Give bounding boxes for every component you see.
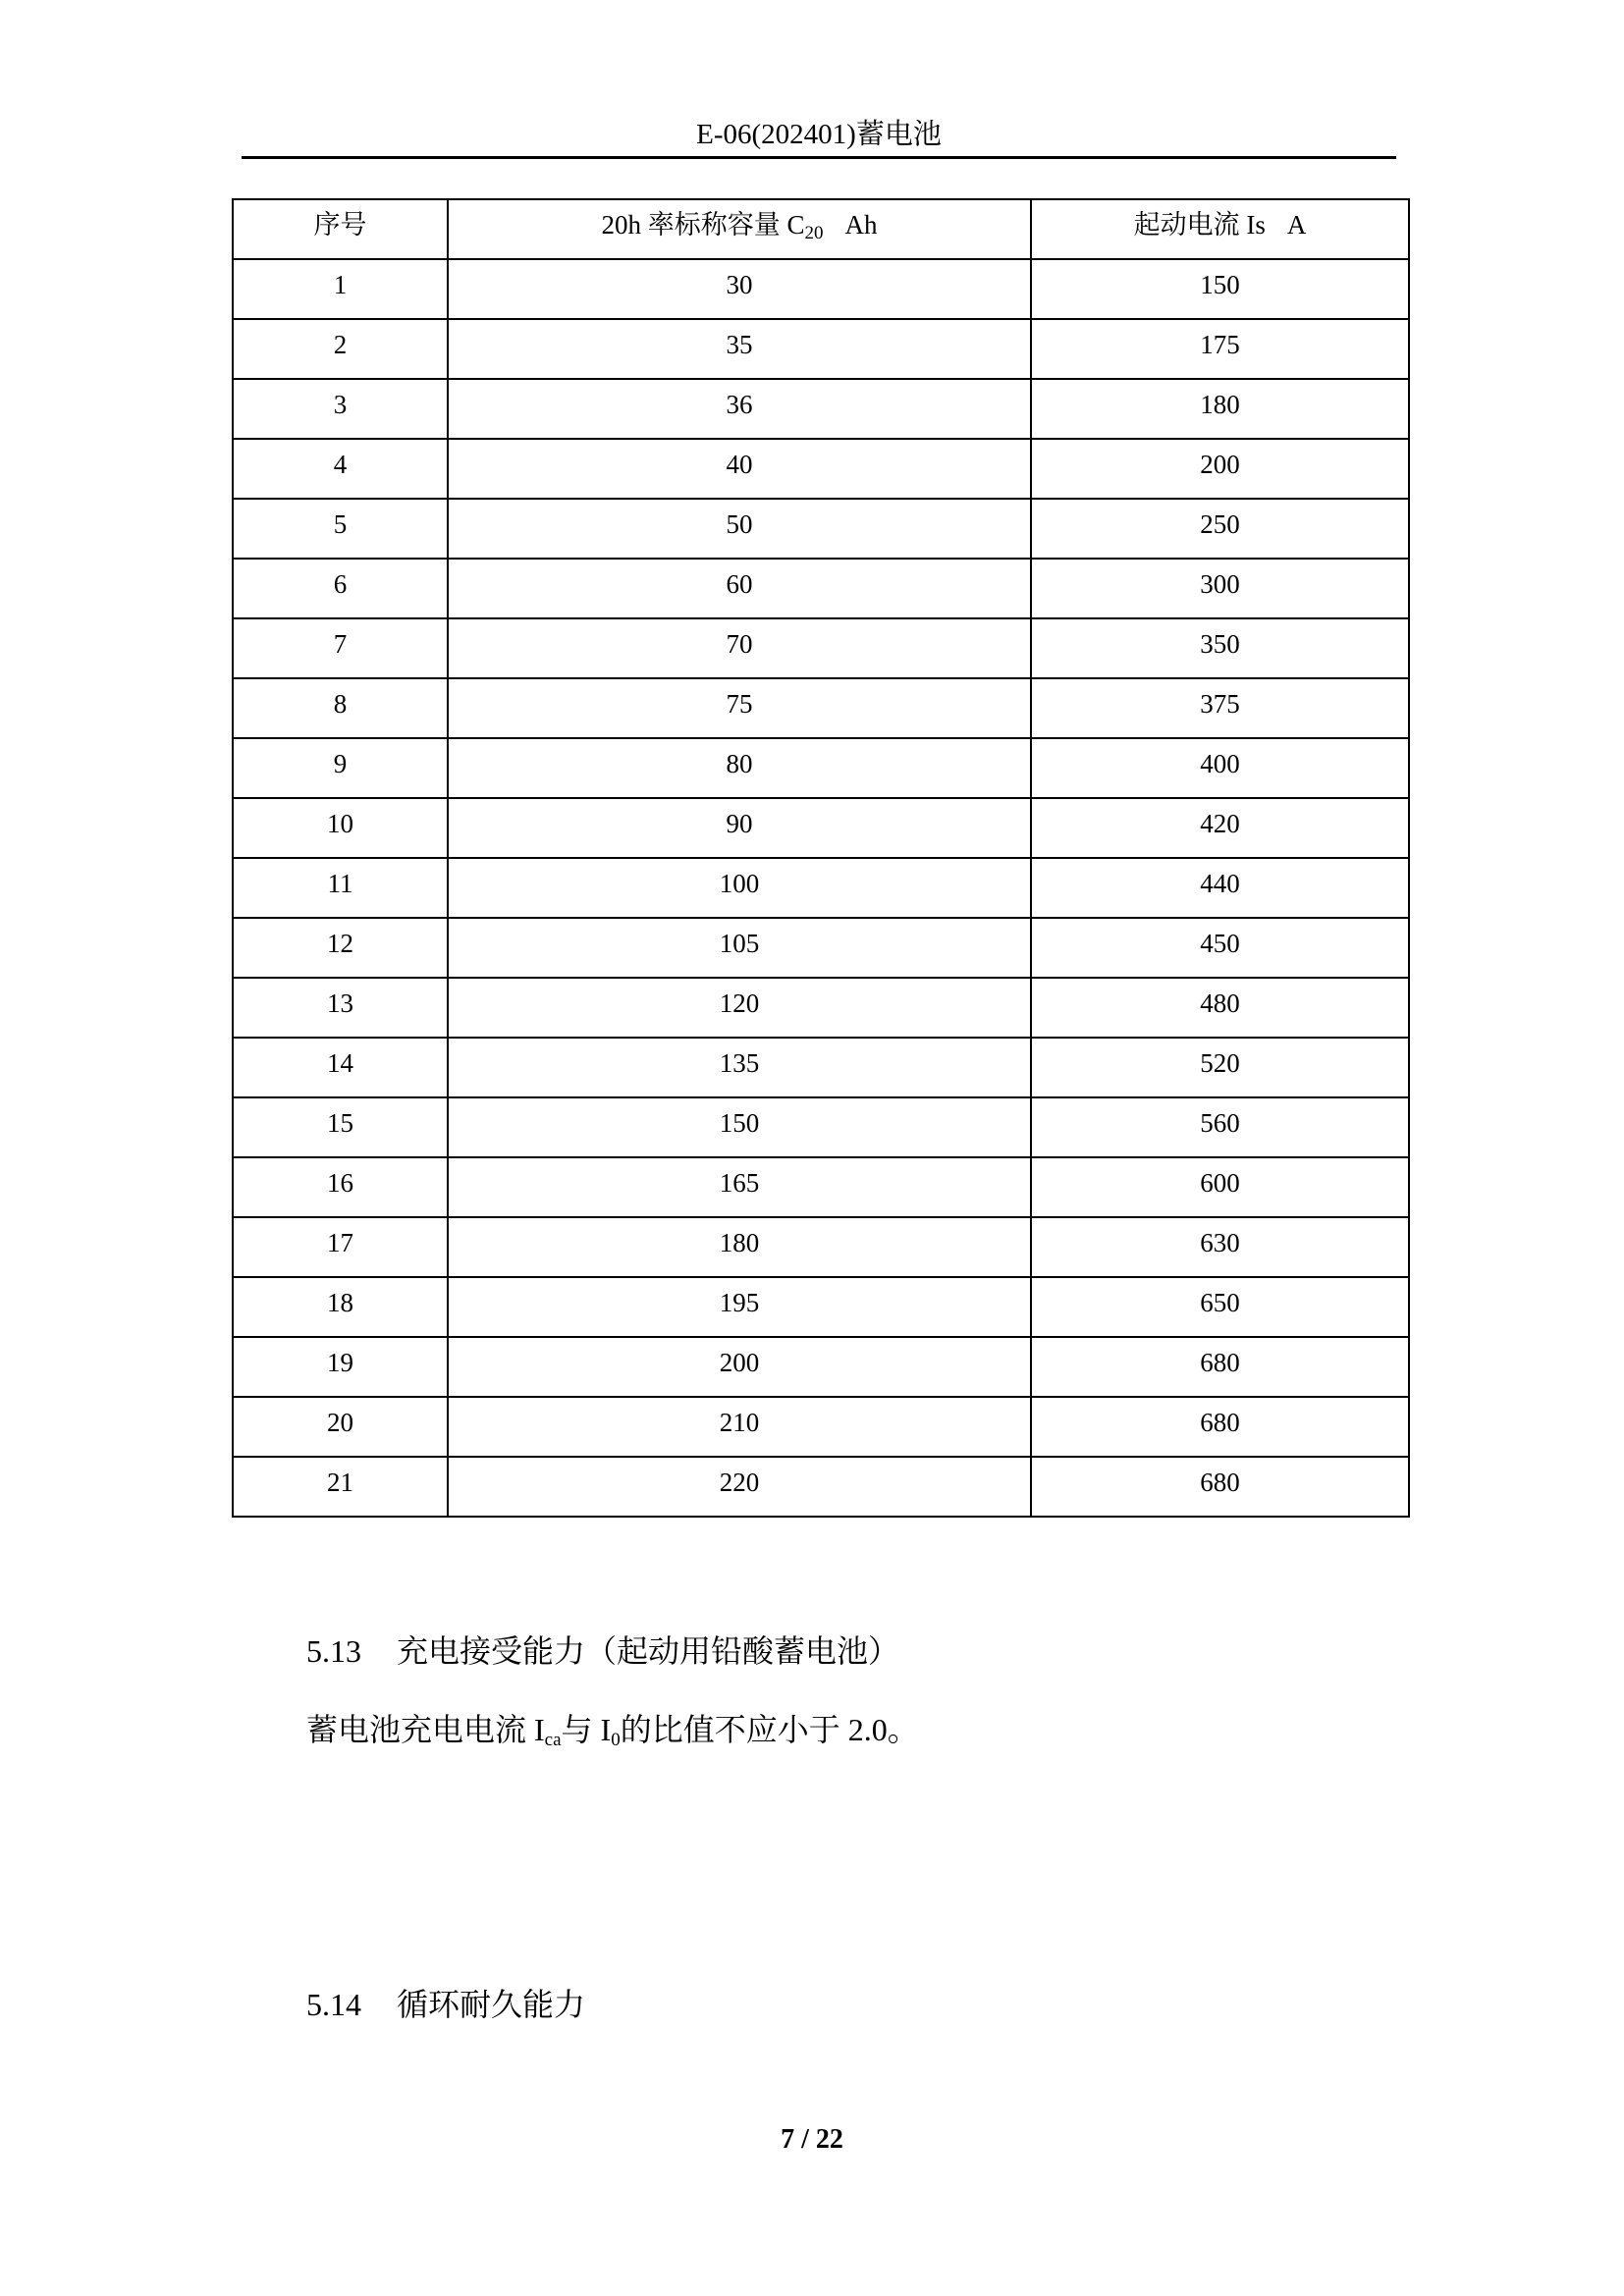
table-row: [233, 858, 1409, 918]
cell-start-current: 250: [1031, 499, 1409, 559]
table-row: [233, 319, 1409, 379]
cell-index: 18: [233, 1277, 448, 1337]
cell-start-current: 440: [1031, 858, 1409, 918]
cell-index: 21: [233, 1457, 448, 1517]
cell-start-current: 680: [1031, 1457, 1409, 1517]
cell-start-current: 150: [1031, 259, 1409, 319]
cell-capacity: 30: [448, 259, 1031, 319]
table-row: [233, 439, 1409, 499]
header-index: 序号: [233, 199, 448, 259]
section-5-14-number: 5.14: [306, 1987, 361, 2022]
cell-capacity: 195: [448, 1277, 1031, 1337]
section-5-13-body: [306, 1710, 919, 1749]
table-row: [233, 798, 1409, 858]
body-text-part2: 与 I: [561, 1712, 612, 1747]
cell-index: 12: [233, 918, 448, 978]
table-row: [233, 499, 1409, 559]
header-start-current-unit: A: [1286, 210, 1307, 240]
cell-index: 16: [233, 1157, 448, 1217]
table-row: [233, 678, 1409, 738]
page-number: 7 / 22: [781, 2124, 843, 2155]
table-body: [233, 259, 1409, 1517]
table-row: [233, 1457, 1409, 1517]
cell-start-current: 680: [1031, 1397, 1409, 1457]
cell-capacity: 120: [448, 978, 1031, 1038]
cell-index: 11: [233, 858, 448, 918]
table-header-row: [233, 199, 1409, 259]
cell-index: 15: [233, 1097, 448, 1157]
header-start-current: [1031, 199, 1409, 259]
cell-capacity: 180: [448, 1217, 1031, 1277]
table-row: [233, 1337, 1409, 1397]
cell-capacity: 80: [448, 738, 1031, 798]
body-subscript-ca: ca: [544, 1730, 562, 1750]
cell-start-current: 520: [1031, 1038, 1409, 1097]
header-capacity-subscript: 20: [804, 223, 824, 243]
cell-start-current: 400: [1031, 738, 1409, 798]
cell-start-current: 420: [1031, 798, 1409, 858]
cell-capacity: 40: [448, 439, 1031, 499]
cell-capacity: 150: [448, 1097, 1031, 1157]
cell-capacity: 100: [448, 858, 1031, 918]
section-5-14-title: 循环耐久能力: [397, 1987, 586, 2022]
cell-index: 9: [233, 738, 448, 798]
table-row: [233, 1397, 1409, 1457]
cell-index: 19: [233, 1337, 448, 1397]
cell-index: 8: [233, 678, 448, 738]
cell-index: 20: [233, 1397, 448, 1457]
cell-start-current: 600: [1031, 1157, 1409, 1217]
cell-start-current: 350: [1031, 618, 1409, 678]
table-row: [233, 618, 1409, 678]
cell-start-current: 375: [1031, 678, 1409, 738]
header-capacity-label: 20h 率标称容量 C: [601, 210, 805, 240]
cell-index: 4: [233, 439, 448, 499]
table-row: [233, 379, 1409, 439]
cell-capacity: 165: [448, 1157, 1031, 1217]
cell-capacity: 200: [448, 1337, 1031, 1397]
body-subscript-0: 0: [611, 1730, 621, 1750]
cell-capacity: 60: [448, 559, 1031, 618]
cell-capacity: 90: [448, 798, 1031, 858]
battery-spec-table: [232, 198, 1410, 1518]
table-row: [233, 918, 1409, 978]
cell-capacity: 70: [448, 618, 1031, 678]
cell-capacity: 220: [448, 1457, 1031, 1517]
table-row: [233, 738, 1409, 798]
cell-start-current: 200: [1031, 439, 1409, 499]
cell-index: 1: [233, 259, 448, 319]
cell-start-current: 180: [1031, 379, 1409, 439]
body-text-part1: 蓄电池充电电流 I: [306, 1712, 545, 1747]
table-row: [233, 1157, 1409, 1217]
cell-start-current: 300: [1031, 559, 1409, 618]
page-header-title: E-06(202401)蓄电池: [696, 119, 942, 150]
cell-index: 10: [233, 798, 448, 858]
body-text-part3: 的比值不应小于 2.0。: [620, 1712, 919, 1747]
section-5-13-heading: [306, 1631, 899, 1671]
cell-capacity: 105: [448, 918, 1031, 978]
section-5-13-title: 充电接受能力（起动用铅酸蓄电池）: [397, 1633, 900, 1669]
table-row: [233, 1217, 1409, 1277]
table-row: [233, 1277, 1409, 1337]
table-row: [233, 259, 1409, 319]
cell-capacity: 210: [448, 1397, 1031, 1457]
header-start-current-label: 起动电流 Is: [1133, 210, 1266, 240]
cell-capacity: 36: [448, 379, 1031, 439]
cell-capacity: 50: [448, 499, 1031, 559]
cell-start-current: 560: [1031, 1097, 1409, 1157]
cell-index: 2: [233, 319, 448, 379]
cell-start-current: 630: [1031, 1217, 1409, 1277]
cell-capacity: 75: [448, 678, 1031, 738]
table-row: [233, 559, 1409, 618]
header-capacity: [448, 199, 1031, 259]
cell-start-current: 175: [1031, 319, 1409, 379]
cell-start-current: 480: [1031, 978, 1409, 1038]
header-capacity-unit: Ah: [844, 210, 878, 240]
cell-index: 5: [233, 499, 448, 559]
cell-start-current: 650: [1031, 1277, 1409, 1337]
cell-index: 17: [233, 1217, 448, 1277]
cell-index: 7: [233, 618, 448, 678]
cell-index: 14: [233, 1038, 448, 1097]
table-row: [233, 978, 1409, 1038]
cell-index: 6: [233, 559, 448, 618]
section-5-13-number: 5.13: [306, 1633, 361, 1669]
cell-index: 13: [233, 978, 448, 1038]
cell-index: 3: [233, 379, 448, 439]
cell-capacity: 35: [448, 319, 1031, 379]
cell-capacity: 135: [448, 1038, 1031, 1097]
table-row: [233, 1097, 1409, 1157]
cell-start-current: 450: [1031, 918, 1409, 978]
cell-start-current: 680: [1031, 1337, 1409, 1397]
section-5-14-heading: [306, 1985, 585, 2024]
header-divider: [242, 156, 1396, 159]
table-row: [233, 1038, 1409, 1097]
